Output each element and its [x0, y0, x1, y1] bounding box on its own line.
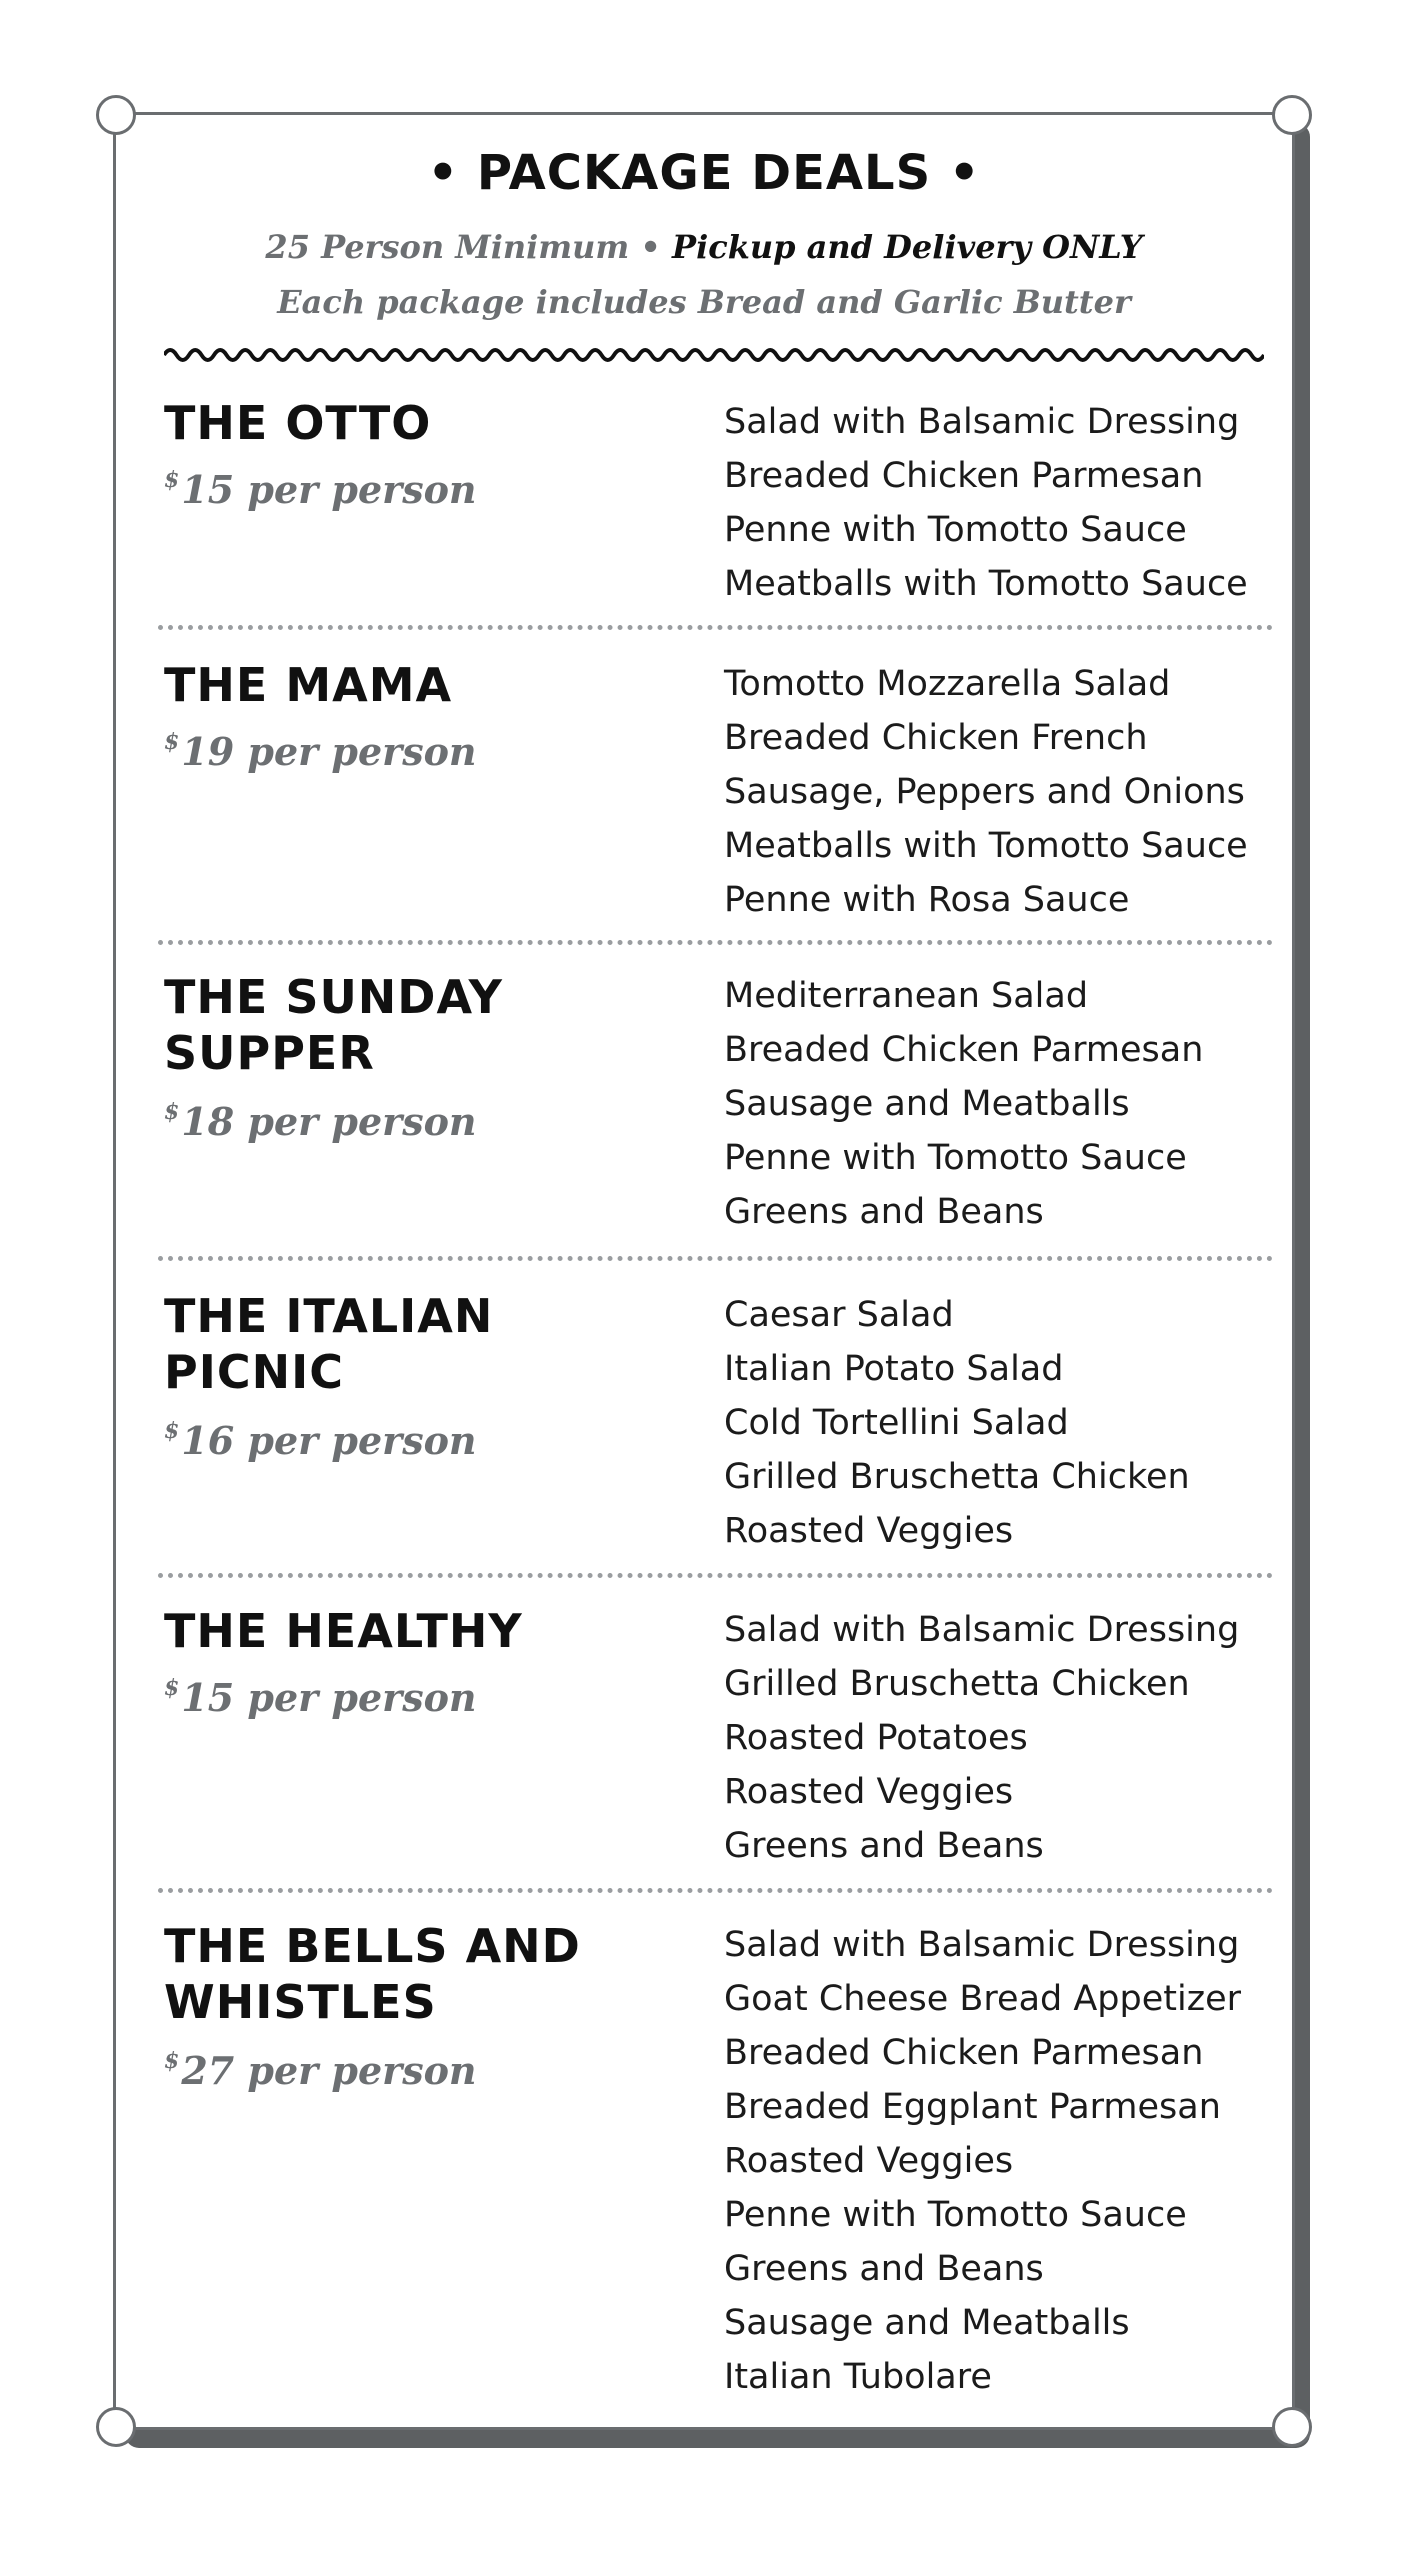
price-text: 27 per person [181, 2048, 477, 2093]
wavy-divider [164, 341, 1264, 369]
list-item: Cold Tortellini Salad [724, 1403, 1069, 1443]
list-item: Grilled Bruschetta Chicken [724, 1664, 1190, 1704]
list-item: Italian Potato Salad [724, 1349, 1064, 1389]
package-name: THE ITALIAN PICNIC [164, 1289, 494, 1399]
dotted-divider [158, 1888, 1273, 1893]
list-item: Grilled Bruschetta Chicken [724, 1457, 1190, 1497]
package-price [164, 1099, 477, 1144]
package-name: THE OTTO [164, 396, 432, 450]
package-price [164, 1418, 477, 1463]
card-corner-notch [1272, 95, 1312, 135]
package-price [164, 467, 477, 512]
card-corner-notch [1272, 2407, 1312, 2447]
list-item: Penne with Rosa Sauce [724, 880, 1130, 920]
dotted-divider [158, 940, 1273, 945]
list-item: Breaded Eggplant Parmesan [724, 2087, 1221, 2127]
list-item: Penne with Tomotto Sauce [724, 2195, 1187, 2235]
price-text: 19 per person [181, 729, 477, 774]
package-name: THE HEALTHY [164, 1604, 523, 1658]
list-item: Greens and Beans [724, 1192, 1044, 1232]
package-items [724, 395, 1284, 611]
currency-symbol: $ [164, 1418, 180, 1444]
currency-symbol: $ [164, 2048, 180, 2074]
pickup-note: Pickup and Delivery ONLY [672, 228, 1143, 266]
package-deals-card [113, 112, 1295, 2430]
package-items [724, 1603, 1284, 1873]
list-item: Breaded Chicken Parmesan [724, 2033, 1204, 2073]
package-price [164, 729, 477, 774]
list-item: Sausage and Meatballs [724, 1084, 1130, 1124]
card-corner-notch [96, 95, 136, 135]
package-items [724, 1288, 1284, 1558]
list-item: Italian Tubolare [724, 2357, 992, 2397]
currency-symbol: $ [164, 1675, 180, 1701]
list-item: Greens and Beans [724, 2249, 1044, 2289]
dotted-divider [158, 625, 1273, 630]
package-name: THE SUNDAY SUPPER [164, 970, 503, 1080]
price-text: 18 per person [181, 1099, 477, 1144]
currency-symbol: $ [164, 1099, 180, 1125]
dotted-divider [158, 1256, 1273, 1261]
list-item: Goat Cheese Bread Appetizer [724, 1979, 1242, 2019]
includes-note: Each package includes Bread and Garlic Butter [277, 283, 1131, 321]
list-item: Salad with Balsamic Dressing [724, 1925, 1240, 1965]
list-item: Meatballs with Tomotto Sauce [724, 564, 1248, 604]
package-items [724, 969, 1284, 1239]
package-name: THE MAMA [164, 658, 453, 712]
order-conditions [116, 228, 1292, 266]
package-price [164, 1675, 477, 1720]
list-item: Sausage, Peppers and Onions [724, 772, 1245, 812]
page-title: • PACKAGE DEALS • [427, 145, 981, 201]
list-item: Penne with Tomotto Sauce [724, 1138, 1187, 1178]
list-item: Sausage and Meatballs [724, 2303, 1130, 2343]
price-text: 15 per person [181, 467, 477, 512]
card-corner-notch [96, 2407, 136, 2447]
list-item: Caesar Salad [724, 1295, 954, 1335]
list-item: Breaded Chicken French [724, 718, 1148, 758]
dotted-divider [158, 1573, 1273, 1578]
list-item: Roasted Potatoes [724, 1718, 1028, 1758]
package-price [164, 2048, 477, 2093]
list-item: Penne with Tomotto Sauce [724, 510, 1187, 550]
package-name: THE BELLS AND WHISTLES [164, 1919, 581, 2029]
list-item: Roasted Veggies [724, 2141, 1014, 2181]
list-item: Meatballs with Tomotto Sauce [724, 826, 1248, 866]
price-text: 15 per person [181, 1675, 477, 1720]
package-items [724, 657, 1284, 927]
list-item: Salad with Balsamic Dressing [724, 1610, 1240, 1650]
list-item: Breaded Chicken Parmesan [724, 1030, 1204, 1070]
price-text: 16 per person [181, 1418, 477, 1463]
list-item: Greens and Beans [724, 1826, 1044, 1866]
list-item: Roasted Veggies [724, 1511, 1014, 1551]
list-item: Roasted Veggies [724, 1772, 1014, 1812]
list-item: Salad with Balsamic Dressing [724, 402, 1240, 442]
currency-symbol: $ [164, 729, 180, 755]
currency-symbol: $ [164, 467, 180, 493]
list-item: Mediterranean Salad [724, 976, 1089, 1016]
list-item: Breaded Chicken Parmesan [724, 456, 1204, 496]
list-item: Tomotto Mozzarella Salad [724, 664, 1171, 704]
package-items [724, 1918, 1284, 2404]
minimum-note: 25 Person Minimum • [265, 228, 661, 266]
